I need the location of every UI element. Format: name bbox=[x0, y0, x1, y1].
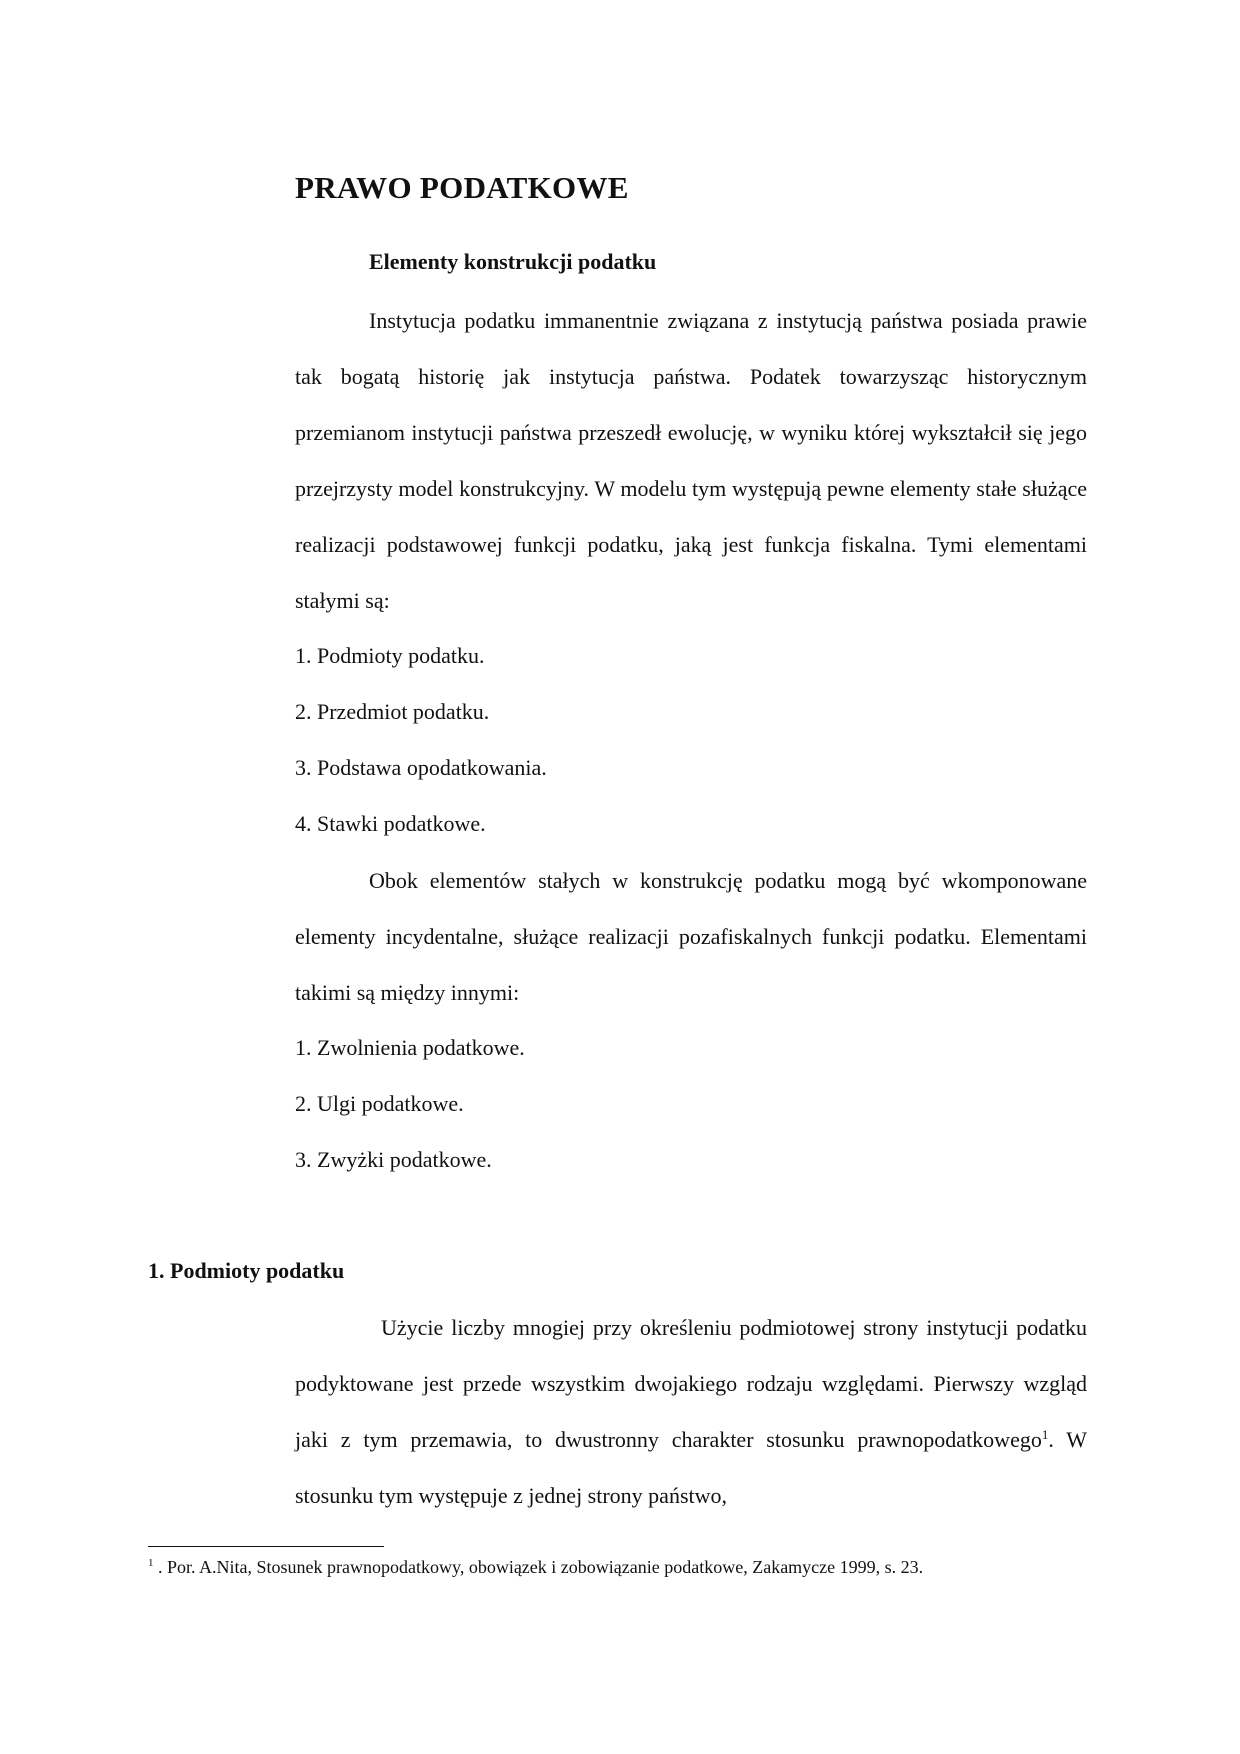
intro-paragraph: Instytucja podatku immanentnie związana z instytucją państwa posiada prawie tak bogatą historię jak instytucja państwa. Podatek towarzysząc historycznym przemianom instytucji państwa przeszedł ewolucję, w wyniku której wykształcił się jego przejrzysty model konstrukcyjny. W modelu tym występują pewne elementy stałe służące realizacji podstawowej funkcji podatku, jaką jest funkcja fiskalna. Tymi elementami stałymi są: bbox=[295, 308, 1087, 613]
list-item: 3. Podstawa opodatkowania. bbox=[295, 755, 547, 780]
constant-elements-list bbox=[295, 628, 547, 852]
list-item: 1. Podmioty podatku. bbox=[295, 643, 485, 668]
document-subtitle: Elementy konstrukcji podatku bbox=[369, 249, 657, 274]
list-item: 2. Przedmiot podatku. bbox=[295, 699, 490, 724]
section-paragraph-continuation: . W stosunku tym występuje z jednej strony państwo, bbox=[295, 1427, 1087, 1508]
list-item: 1. Zwolnienia podatkowe. bbox=[295, 1035, 525, 1060]
section-heading: 1. Podmioty podatku bbox=[148, 1258, 345, 1283]
list-item: 4. Stawki podatkowe. bbox=[295, 811, 486, 836]
footnote bbox=[148, 1554, 923, 1580]
section-paragraph bbox=[295, 1300, 1087, 1524]
list-item: 2. Ulgi podatkowe. bbox=[295, 1091, 464, 1116]
footnote-separator bbox=[148, 1546, 384, 1547]
list-item: 3. Zwyżki podatkowe. bbox=[295, 1147, 492, 1172]
section-paragraph-text: Użycie liczby mnogiej przy określeniu podmiotowej strony instytucji podatku podyktowane jest przede wszystkim dwojakiego rodzaju względami. Pierwszy wzgląd jaki z tym przemawia, to dwustronny charakter stosunku prawnopodatkowego bbox=[295, 1315, 1087, 1452]
document-title: PRAWO PODATKOWE bbox=[295, 170, 629, 205]
footnote-number: 1 bbox=[148, 1557, 154, 1569]
incidental-elements-list bbox=[295, 1020, 525, 1188]
incidental-paragraph: Obok elementów stałych w konstrukcję podatku mogą być wkomponowane elementy incydentalne, służące realizacji pozafiskalnych funkcji podatku. Elementami takimi są między innymi: bbox=[295, 868, 1087, 1005]
footnote-reference[interactable]: 1 bbox=[1041, 1427, 1049, 1442]
footnote-text: . Por. A.Nita, Stosunek prawnopodatkowy, obowiązek i zobowiązanie podatkowe, Zakamycze 1999, s. 23. bbox=[153, 1557, 924, 1577]
